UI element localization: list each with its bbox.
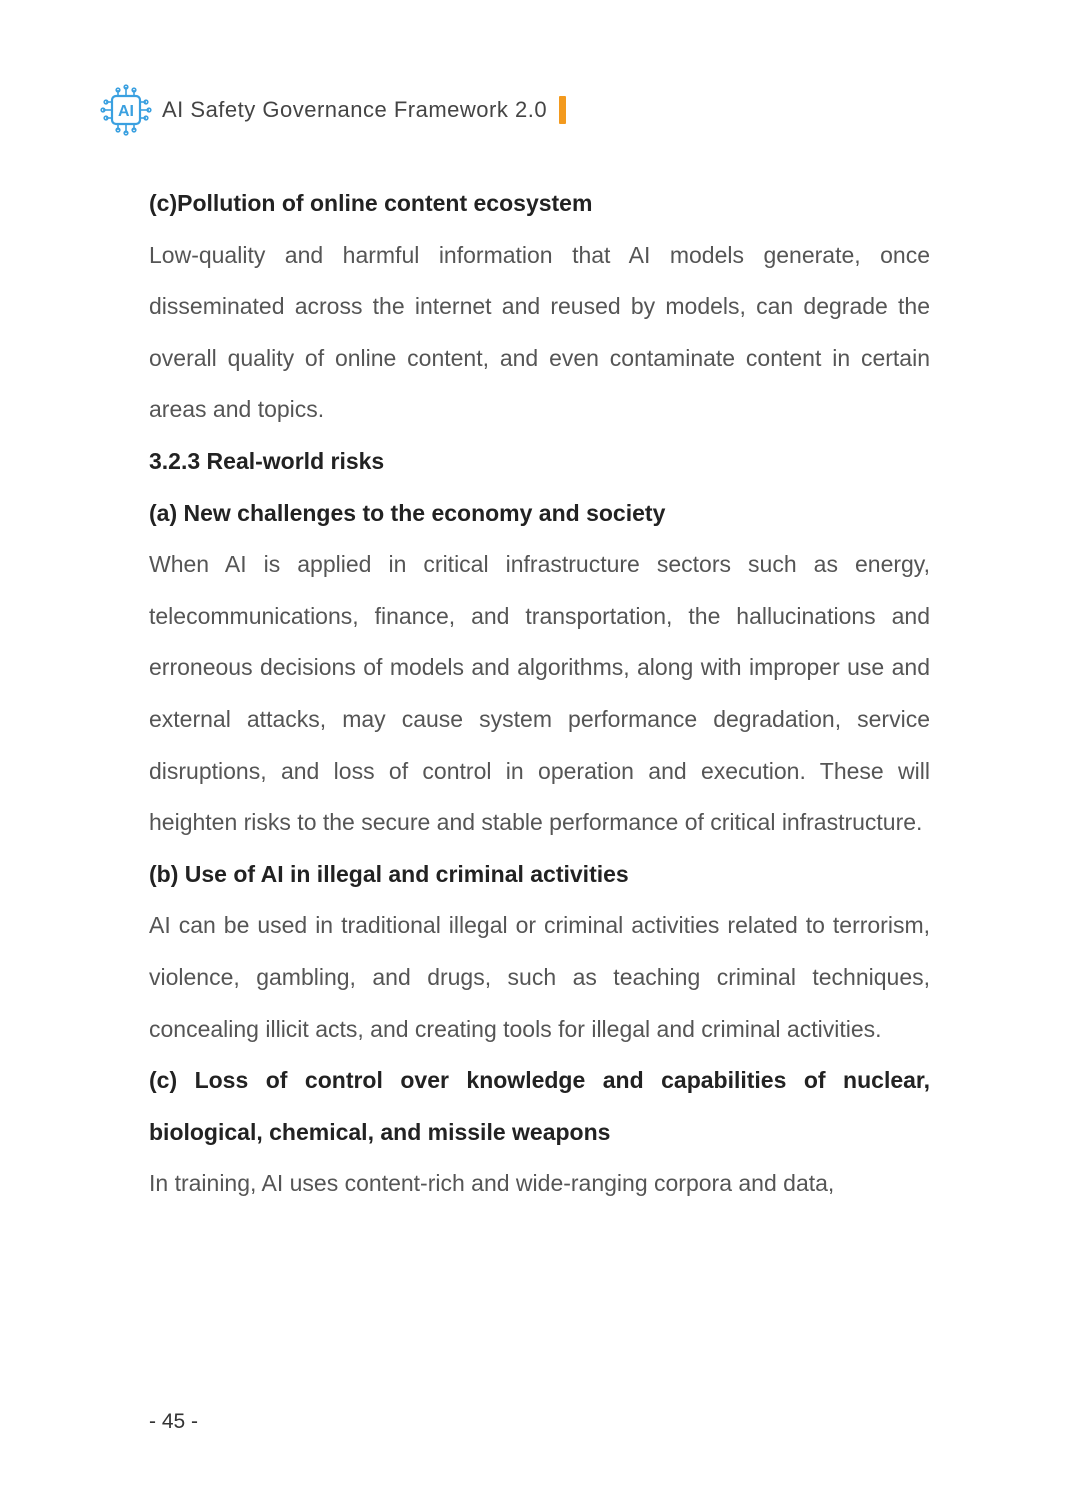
paragraph-weapons: In training, AI uses content-rich and wide-ranging corpora and data, (149, 1170, 835, 1197)
paragraph-illegal-activities: AI can be used in traditional illegal or criminal activities related to terrorism, violence, gambling, and drugs, such as teaching criminal techniques, concealing illicit acts, and creating tools for illegal and criminal activities. (149, 912, 930, 1042)
section-heading-weapons: (c) Loss of control over knowledge and capabilities of nuclear, biological, chemical, and missile weapons (149, 1067, 930, 1145)
section-heading-illegal-activities: (b) Use of AI in illegal and criminal activities (149, 860, 629, 887)
paragraph-economy-society: When AI is applied in critical infrastructure sectors such as energy, telecommunications, finance, and transportation, the hallucinations and erroneous decisions of models and algorithms, along with improper use and external attacks, may cause system performance degradation, service disruptions, and loss of control in operation and execution. These will heighten risks to the secure and stable performance of critical infrastructure. (149, 551, 930, 836)
document-title: AI Safety Governance Framework 2.0 (162, 97, 548, 122)
ai-chip-logo-icon (100, 84, 152, 136)
section-heading-real-world-risks: 3.2.3 Real-world risks (149, 447, 385, 474)
page-header (100, 82, 566, 138)
logo-text: AI (118, 103, 134, 120)
section-heading-economy-society: (a) New challenges to the economy and society (149, 499, 666, 526)
paragraph-pollution: Low-quality and harmful information that AI models generate, once disseminated across the internet and reused by models, can degrade the overall quality of online content, and even contaminate content in certain areas and topics. (149, 241, 930, 423)
page-number: - 45 - (149, 1410, 199, 1433)
header-accent-bar (559, 96, 566, 124)
page-content (149, 178, 930, 1210)
section-heading-pollution: (c)Pollution of online content ecosystem (149, 190, 593, 216)
